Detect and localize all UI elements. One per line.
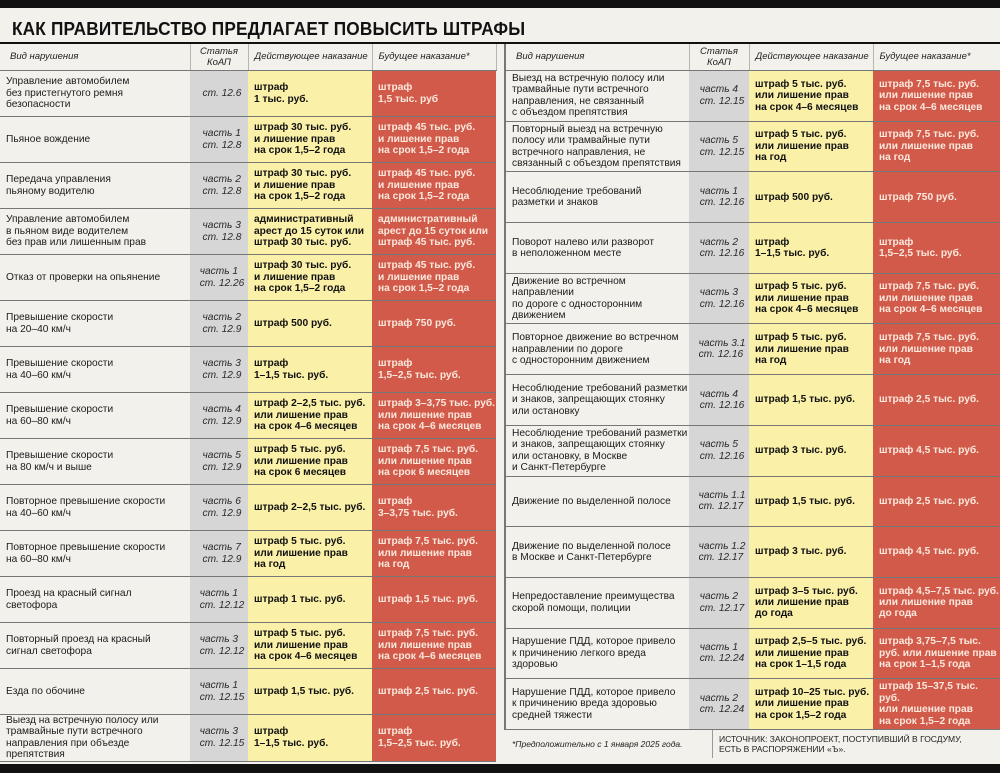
violation-cell bbox=[0, 209, 190, 255]
current-penalty-cell bbox=[248, 715, 372, 762]
violation-cell bbox=[505, 121, 689, 172]
table-header-row bbox=[0, 44, 496, 71]
future-penalty-cell-text: штраф 4,5–7,5 тыс. руб. или лишение прав до года bbox=[879, 585, 999, 620]
article-cell-text: часть 2 ст. 12.9 bbox=[202, 312, 242, 335]
future-penalty-cell bbox=[873, 679, 1000, 730]
table-row bbox=[505, 375, 1000, 426]
violation-cell bbox=[0, 393, 190, 439]
violation-cell-text: Передача управления пьяному водителю bbox=[6, 174, 111, 197]
violation-cell-text: Несоблюдение требований разметки и знаков bbox=[512, 185, 642, 209]
current-penalty-cell-text: штраф 1–1,5 тыс. руб. bbox=[755, 236, 830, 259]
future-penalty-cell-text: штраф 45 тыс. руб. и лишение прав на срок 1,5–2 года bbox=[378, 260, 476, 295]
article-cell-text: часть 2 ст. 12.24 bbox=[699, 692, 745, 716]
current-penalty-cell bbox=[248, 117, 372, 163]
violation-cell-text: Несоблюдение требований разметки и знаков, запрещающих стоянку или остановку bbox=[512, 382, 688, 417]
top-black-band bbox=[0, 0, 1000, 8]
future-penalty-cell-text: штраф 7,5 тыс. руб. или лишение прав на год bbox=[879, 129, 979, 164]
article-cell bbox=[190, 577, 248, 623]
violation-cell bbox=[505, 273, 689, 324]
article-cell bbox=[689, 425, 749, 476]
violation-cell bbox=[505, 425, 689, 476]
current-penalty-cell bbox=[248, 669, 372, 715]
future-penalty-cell bbox=[372, 669, 496, 715]
future-penalty-cell bbox=[372, 117, 496, 163]
current-penalty-cell-text: штраф 500 руб. bbox=[755, 191, 833, 203]
current-penalty-cell-text: штраф 1,5 тыс. руб. bbox=[254, 685, 354, 697]
future-penalty-cell bbox=[873, 476, 1000, 527]
article-cell bbox=[190, 531, 248, 577]
table-row bbox=[0, 485, 496, 531]
future-penalty-cell-text: штраф 2,5 тыс. руб. bbox=[378, 685, 478, 697]
table-row bbox=[505, 223, 1000, 274]
future-penalty-cell bbox=[873, 71, 1000, 122]
article-cell-text: часть 3 ст. 12.15 bbox=[199, 726, 245, 749]
future-penalty-cell-text: штраф 1,5–2,5 тыс. руб. bbox=[378, 358, 461, 381]
article-cell bbox=[190, 715, 248, 762]
future-penalty-cell bbox=[372, 301, 496, 347]
header-article: Статья КоАП bbox=[190, 44, 248, 71]
header-current: Действующее наказание bbox=[248, 44, 372, 71]
future-penalty-cell bbox=[873, 121, 1000, 172]
article-cell-text: часть 2 ст. 12.17 bbox=[699, 591, 745, 614]
table-row bbox=[0, 623, 496, 669]
violation-cell bbox=[0, 485, 190, 531]
current-penalty-cell-text: штраф 1 тыс. руб. bbox=[254, 82, 309, 105]
article-cell-text: часть 5 ст. 12.16 bbox=[699, 439, 745, 462]
violation-cell-text: Движение по выделенной полосе bbox=[512, 495, 671, 507]
current-penalty-cell bbox=[749, 375, 873, 426]
current-penalty-cell bbox=[749, 273, 873, 324]
future-penalty-cell-text: штраф 2,5 тыс. руб. bbox=[879, 394, 979, 406]
future-penalty-cell bbox=[873, 425, 1000, 476]
violation-cell-text: Несоблюдение требований разметки и знаков, запрещающих стоянку или остановку, в Москве и Санкт-Петербурге bbox=[512, 427, 688, 474]
table-row bbox=[0, 669, 496, 715]
article-cell-text: часть 1 ст. 12.24 bbox=[699, 642, 745, 665]
future-penalty-cell bbox=[873, 324, 1000, 375]
current-penalty-cell bbox=[248, 393, 372, 439]
article-cell-text: часть 6 ст. 12.9 bbox=[202, 496, 242, 519]
future-penalty-cell-text: штраф 1,5 тыс. руб bbox=[378, 82, 439, 105]
article-cell-text: часть 1 ст. 12.16 bbox=[699, 185, 745, 209]
article-cell bbox=[190, 439, 248, 485]
current-penalty-cell bbox=[248, 577, 372, 623]
current-penalty-cell-text: штраф 5 тыс. руб. или лишение прав на срок 4–6 месяцев bbox=[755, 78, 859, 113]
current-penalty-cell bbox=[749, 223, 873, 274]
article-cell-text: часть 4 ст. 12.16 bbox=[699, 388, 745, 411]
violation-cell-text: Отказ от проверки на опьянение bbox=[6, 271, 161, 283]
article-cell bbox=[689, 527, 749, 578]
violation-cell bbox=[0, 577, 190, 623]
header-violation: Вид нарушения bbox=[505, 44, 689, 71]
article-cell-text: часть 1 ст. 12.15 bbox=[199, 680, 245, 703]
current-penalty-cell-text: штраф 1 тыс. руб. bbox=[254, 593, 346, 605]
current-penalty-cell bbox=[248, 255, 372, 301]
article-cell bbox=[190, 393, 248, 439]
future-penalty-cell-text: штраф 7,5 тыс. руб. или лишение прав на срок 4–6 месяцев bbox=[378, 628, 482, 663]
table-header-row bbox=[505, 44, 1000, 71]
future-penalty-cell bbox=[372, 163, 496, 209]
violation-cell-text: Повторное превышение скорости на 40–60 км/ч bbox=[6, 496, 166, 519]
article-cell-text: часть 3 ст. 12.9 bbox=[202, 358, 242, 381]
future-penalty-cell-text: штраф 7,5 тыс. руб. или лишение прав на срок 4–6 месяцев bbox=[879, 78, 983, 113]
violation-cell bbox=[505, 628, 689, 679]
future-penalty-cell bbox=[873, 375, 1000, 426]
current-penalty-cell-text: штраф 2,5–5 тыс. руб. или лишение прав на срок 1–1,5 года bbox=[755, 636, 867, 671]
violation-cell-text: Повторное превышение скорости на 60–80 км/ч bbox=[6, 542, 166, 565]
article-cell bbox=[689, 476, 749, 527]
article-cell-text: часть 3.1 ст. 12.16 bbox=[698, 337, 746, 361]
current-penalty-cell-text: штраф 1,5 тыс. руб. bbox=[755, 394, 855, 406]
article-cell-text: часть 2 ст. 12.16 bbox=[699, 236, 745, 259]
future-penalty-cell bbox=[873, 223, 1000, 274]
current-penalty-cell-text: штраф 1,5 тыс. руб. bbox=[755, 495, 855, 507]
future-penalty-cell-text: штраф 1,5 тыс. руб. bbox=[378, 593, 478, 605]
future-penalty-cell bbox=[372, 577, 496, 623]
current-penalty-cell bbox=[248, 163, 372, 209]
future-penalty-cell bbox=[372, 347, 496, 393]
table-row bbox=[0, 439, 496, 485]
article-cell-text: часть 5 ст. 12.15 bbox=[699, 135, 745, 158]
current-penalty-cell bbox=[749, 121, 873, 172]
header-article: Статья КоАП bbox=[689, 44, 749, 71]
article-cell-text: часть 4 ст. 12.15 bbox=[699, 84, 745, 107]
future-penalty-cell bbox=[873, 628, 1000, 679]
current-penalty-cell-text: штраф 10–25 тыс. руб. или лишение прав на срок 1,5–2 года bbox=[755, 686, 870, 721]
future-penalty-cell-text: штраф 3,75–7,5 тыс. руб. или лишение прав на срок 1–1,5 года bbox=[879, 636, 997, 671]
table-row bbox=[505, 273, 1000, 324]
violation-cell-text: Выезд на встречную полосу или трамвайные пути встречного направления, не связанный с объездом препятствия bbox=[512, 73, 665, 119]
header-future: Будущее наказание* bbox=[372, 44, 496, 71]
article-cell bbox=[190, 623, 248, 669]
article-cell-text: часть 1 ст. 12.12 bbox=[199, 588, 245, 611]
violation-cell-text: Превышение скорости на 80 км/ч и выше bbox=[6, 450, 114, 473]
violation-cell bbox=[505, 679, 689, 730]
table-row bbox=[505, 628, 1000, 679]
violation-cell-text: Нарушение ПДД, которое привело к причинению легкого вреда здоровью bbox=[512, 636, 676, 671]
table-row bbox=[0, 577, 496, 623]
violation-cell bbox=[505, 324, 689, 375]
header-current: Действующее наказание bbox=[749, 44, 873, 71]
article-cell bbox=[689, 577, 749, 628]
article-cell bbox=[689, 71, 749, 122]
future-penalty-cell bbox=[372, 485, 496, 531]
current-penalty-cell-text: штраф 5 тыс. руб. или лишение прав на срок 4–6 месяцев bbox=[755, 281, 859, 316]
violation-cell bbox=[505, 172, 689, 223]
future-penalty-cell-text: штраф 3–3,75 тыс. руб. bbox=[378, 496, 458, 519]
article-cell-text: часть 1.1 ст. 12.17 bbox=[698, 489, 746, 513]
article-cell-text: часть 3 ст. 12.8 bbox=[202, 220, 242, 243]
article-cell-text: часть 2 ст. 12.8 bbox=[202, 174, 242, 197]
current-penalty-cell bbox=[248, 209, 372, 255]
violation-cell-text: Превышение скорости на 60–80 км/ч bbox=[6, 404, 114, 427]
violation-cell-text: Проезд на красный сигнал светофора bbox=[6, 588, 132, 611]
table-row bbox=[0, 255, 496, 301]
article-cell-text: часть 5 ст. 12.9 bbox=[202, 450, 242, 473]
future-penalty-cell-text: штраф 45 тыс. руб. и лишение прав на срок 1,5–2 года bbox=[378, 122, 476, 157]
violation-cell-text: Повторное движение во встречном направлении по дороге с односторонним движением bbox=[512, 332, 679, 366]
future-penalty-cell bbox=[372, 531, 496, 577]
violation-cell bbox=[0, 531, 190, 577]
violation-cell-text: Управление автомобилем без пристегнутого ремня безопасности bbox=[6, 76, 130, 111]
article-cell-text: часть 3 ст. 12.12 bbox=[199, 634, 245, 657]
article-cell bbox=[190, 163, 248, 209]
violation-cell bbox=[505, 527, 689, 578]
article-cell-text: часть 3 ст. 12.16 bbox=[699, 287, 745, 310]
violation-cell-text: Управление автомобилем в пьяном виде водителем без прав или лишенным прав bbox=[6, 214, 147, 249]
current-penalty-cell-text: штраф 3–5 тыс. руб. или лишение прав до года bbox=[755, 585, 858, 620]
article-cell bbox=[190, 255, 248, 301]
future-penalty-cell-text: штраф 2,5 тыс. руб. bbox=[879, 495, 979, 507]
future-penalty-cell bbox=[372, 393, 496, 439]
violation-cell-text: Превышение скорости на 20–40 км/ч bbox=[6, 312, 114, 335]
violation-cell-text: Движение по выделенной полосе в Москве и Санкт-Петербурге bbox=[512, 540, 671, 564]
current-penalty-cell-text: штраф 30 тыс. руб. и лишение прав на срок 1,5–2 года bbox=[254, 168, 352, 203]
violation-cell bbox=[505, 71, 689, 122]
current-penalty-cell bbox=[248, 301, 372, 347]
current-penalty-cell-text: штраф 30 тыс. руб. и лишение прав на срок 1,5–2 года bbox=[254, 260, 352, 295]
violation-cell-text: Непредоставление преимущества скорой помощи, полиции bbox=[512, 591, 675, 614]
violation-cell-text: Выезд на встречную полосу или трамвайные пути встречного направления при объезде препятствия bbox=[6, 715, 159, 761]
current-penalty-cell bbox=[749, 628, 873, 679]
article-cell bbox=[190, 347, 248, 393]
current-penalty-cell bbox=[248, 485, 372, 531]
future-penalty-cell bbox=[873, 172, 1000, 223]
future-penalty-cell bbox=[873, 527, 1000, 578]
future-penalty-cell-text: штраф 750 руб. bbox=[378, 317, 456, 329]
violation-cell bbox=[505, 577, 689, 628]
bottom-black-band bbox=[0, 764, 1000, 773]
table-row bbox=[0, 531, 496, 577]
future-penalty-cell-text: штраф 15–37,5 тыс. руб. или лишение прав на срок 1,5–2 года bbox=[879, 681, 978, 727]
future-penalty-cell-text: штраф 7,5 тыс. руб. или лишение прав на год bbox=[378, 536, 478, 571]
future-penalty-cell bbox=[372, 209, 496, 255]
future-penalty-cell-text: штраф 750 руб. bbox=[879, 191, 957, 203]
violation-cell bbox=[0, 163, 190, 209]
article-cell-text: часть 4 ст. 12.9 bbox=[202, 404, 242, 427]
table-row bbox=[505, 425, 1000, 476]
future-penalty-cell bbox=[372, 439, 496, 485]
article-cell bbox=[190, 669, 248, 715]
table-row bbox=[505, 679, 1000, 730]
future-penalty-cell bbox=[372, 623, 496, 669]
table-row bbox=[505, 172, 1000, 223]
violation-cell bbox=[0, 71, 190, 117]
current-penalty-cell-text: штраф 500 руб. bbox=[254, 317, 332, 329]
table-row bbox=[505, 577, 1000, 628]
current-penalty-cell bbox=[749, 476, 873, 527]
page-title: КАК ПРАВИТЕЛЬСТВО ПРЕДЛАГАЕТ ПОВЫСИТЬ ШТРАФЫ bbox=[12, 18, 526, 39]
current-penalty-cell-text: штраф 1–1,5 тыс. руб. bbox=[254, 726, 329, 749]
current-penalty-cell-text: административный арест до 15 суток или штраф 30 тыс. руб. bbox=[254, 214, 365, 249]
table-row bbox=[0, 301, 496, 347]
violation-cell-text: Езда по обочине bbox=[6, 685, 85, 697]
article-cell bbox=[190, 117, 248, 163]
article-cell bbox=[190, 301, 248, 347]
future-penalty-cell-text: штраф 7,5 тыс. руб. или лишение прав на срок 6 месяцев bbox=[378, 444, 478, 479]
article-cell bbox=[689, 172, 749, 223]
article-cell bbox=[689, 375, 749, 426]
current-penalty-cell bbox=[749, 71, 873, 122]
violation-cell bbox=[0, 117, 190, 163]
violation-cell-text: Нарушение ПДД, которое привело к причинению вреда здоровью средней тяжести bbox=[512, 686, 676, 721]
current-penalty-cell bbox=[248, 531, 372, 577]
article-cell-text: часть 1 ст. 12.26 bbox=[199, 266, 245, 289]
current-penalty-cell-text: штраф 2–2,5 тыс. руб. или лишение прав на срок 4–6 месяцев bbox=[254, 398, 366, 433]
current-penalty-cell-text: штраф 5 тыс. руб. или лишение прав на срок 4–6 месяцев bbox=[254, 628, 358, 663]
current-penalty-cell-text: штраф 5 тыс. руб. или лишение прав на год bbox=[254, 536, 348, 571]
future-penalty-cell bbox=[873, 273, 1000, 324]
current-penalty-cell bbox=[749, 324, 873, 375]
violation-cell bbox=[0, 439, 190, 485]
article-cell bbox=[190, 209, 248, 255]
current-penalty-cell bbox=[248, 439, 372, 485]
violation-cell bbox=[0, 669, 190, 715]
table-row bbox=[505, 324, 1000, 375]
article-cell bbox=[190, 485, 248, 531]
violation-cell bbox=[0, 715, 190, 762]
future-penalty-cell bbox=[372, 715, 496, 762]
future-penalty-cell-text: штраф 1,5–2,5 тыс. руб. bbox=[879, 236, 962, 259]
violation-cell-text: Повторный выезд на встречную полосу или трамвайные пути встречного направления, не связанный с объездом препятствия bbox=[512, 123, 681, 169]
current-penalty-cell-text: штраф 5 тыс. руб. или лишение прав на срок 6 месяцев bbox=[254, 444, 348, 479]
article-cell-text: ст. 12.6 bbox=[202, 87, 242, 99]
header-future: Будущее наказание* bbox=[873, 44, 1000, 71]
violation-cell bbox=[505, 223, 689, 274]
article-cell-text: часть 1.2 ст. 12.17 bbox=[698, 540, 746, 564]
current-penalty-cell-text: штраф 5 тыс. руб. или лишение прав на год bbox=[755, 129, 849, 164]
table-row bbox=[0, 347, 496, 393]
future-penalty-cell-text: штраф 7,5 тыс. руб. или лишение прав на год bbox=[879, 332, 979, 366]
article-cell bbox=[689, 121, 749, 172]
current-penalty-cell bbox=[248, 71, 372, 117]
violation-cell-text: Поворот налево или разворот в неположенном месте bbox=[512, 236, 655, 259]
violation-cell-text: Пьяное вождение bbox=[6, 133, 91, 145]
table-row bbox=[0, 117, 496, 163]
table-row bbox=[0, 715, 496, 762]
current-penalty-cell bbox=[749, 172, 873, 223]
source-note bbox=[712, 730, 992, 758]
source-text: ИСТОЧНИК: ЗАКОНОПРОЕКТ, ПОСТУПИВШИЙ В ГОСДУМУ, ЕСТЬ В РАСПОРЯЖЕНИИ «Ъ». bbox=[719, 734, 962, 754]
future-penalty-cell-text: штраф 1,5–2,5 тыс. руб. bbox=[378, 726, 461, 749]
current-penalty-cell-text: штраф 2–2,5 тыс. руб. bbox=[254, 501, 366, 513]
article-cell bbox=[689, 223, 749, 274]
table-row bbox=[0, 393, 496, 439]
article-cell-text: часть 7 ст. 12.9 bbox=[202, 542, 242, 565]
article-cell bbox=[689, 273, 749, 324]
table-row bbox=[505, 476, 1000, 527]
violation-cell-text: Превышение скорости на 40–60 км/ч bbox=[6, 358, 114, 381]
violation-cell bbox=[0, 623, 190, 669]
violation-cell bbox=[0, 255, 190, 301]
current-penalty-cell bbox=[749, 527, 873, 578]
future-penalty-cell bbox=[873, 577, 1000, 628]
fines-table-right bbox=[504, 44, 1000, 730]
current-penalty-cell-text: штраф 30 тыс. руб. и лишение прав на срок 1,5–2 года bbox=[254, 122, 352, 157]
future-penalty-cell-text: штраф 45 тыс. руб. и лишение прав на срок 1,5–2 года bbox=[378, 168, 476, 203]
current-penalty-cell bbox=[248, 347, 372, 393]
table-row bbox=[0, 71, 496, 117]
current-penalty-cell bbox=[749, 425, 873, 476]
current-penalty-cell-text: штраф 5 тыс. руб. или лишение прав на год bbox=[755, 332, 849, 366]
violation-cell bbox=[0, 347, 190, 393]
table-row bbox=[0, 163, 496, 209]
article-cell bbox=[689, 324, 749, 375]
violation-cell bbox=[505, 375, 689, 426]
footnote: *Предположительно с 1 января 2025 года. bbox=[512, 739, 683, 749]
current-penalty-cell-text: штраф 3 тыс. руб. bbox=[755, 444, 847, 456]
current-penalty-cell-text: штраф 3 тыс. руб. bbox=[755, 546, 847, 558]
future-penalty-cell bbox=[372, 71, 496, 117]
future-penalty-cell-text: административный арест до 15 суток или штраф 45 тыс. руб. bbox=[378, 214, 489, 249]
violation-cell bbox=[505, 476, 689, 527]
table-row bbox=[505, 121, 1000, 172]
table-row bbox=[505, 527, 1000, 578]
article-cell-text: часть 1 ст. 12.8 bbox=[202, 128, 242, 151]
future-penalty-cell-text: штраф 4,5 тыс. руб. bbox=[879, 444, 979, 456]
current-penalty-cell bbox=[248, 623, 372, 669]
table-row bbox=[505, 71, 1000, 122]
header-violation: Вид нарушения bbox=[0, 44, 190, 71]
future-penalty-cell bbox=[372, 255, 496, 301]
article-cell bbox=[190, 71, 248, 117]
future-penalty-cell-text: штраф 3–3,75 тыс. руб. или лишение прав на срок 4–6 месяцев bbox=[378, 398, 495, 433]
current-penalty-cell bbox=[749, 577, 873, 628]
future-penalty-cell-text: штраф 7,5 тыс. руб. или лишение прав на срок 4–6 месяцев bbox=[879, 281, 983, 316]
current-penalty-cell-text: штраф 1–1,5 тыс. руб. bbox=[254, 358, 329, 381]
violation-cell-text: Движение во встречном направлении по дороге с односторонним движением bbox=[512, 275, 643, 321]
current-penalty-cell bbox=[749, 679, 873, 730]
future-penalty-cell-text: штраф 4,5 тыс. руб. bbox=[879, 546, 979, 558]
table-row bbox=[0, 209, 496, 255]
violation-cell bbox=[0, 301, 190, 347]
article-cell bbox=[689, 628, 749, 679]
violation-cell-text: Повторный проезд на красный сигнал светофора bbox=[6, 634, 151, 657]
article-cell bbox=[689, 679, 749, 730]
fines-table-left bbox=[0, 44, 497, 762]
